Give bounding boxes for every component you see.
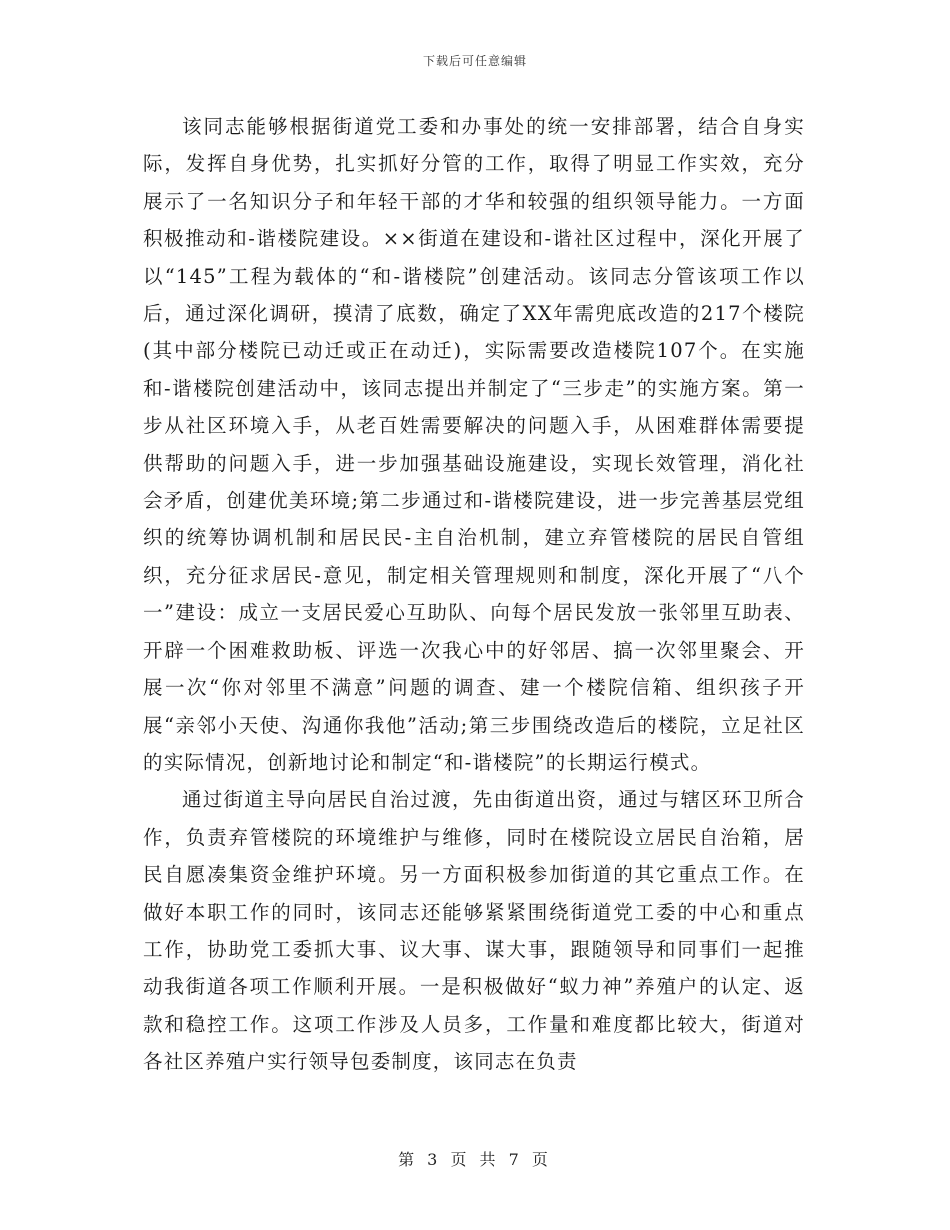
body-paragraph: 通过街道主导向居民自治过渡，先由街道出资，通过与辖区环卫所合作，负责弃管楼院的环境维护与维修，同时在楼院设立居民自治箱，居民自愿凑集资金维护环境。另一方面积极参加街道的其它重点工作。在做好本职工作的同时，该同志还能够紧紧围绕街道党工委的中心和重点工作，协助党工委抓大事、议大事、谋大事，跟随领导和同事们一起推动我街道各项工作顺利开展。一是积极做好“蚁力神”养殖户的认定、返款和稳控工作。这项工作涉及人员多，工作量和难度都比较大，街道对各社区养殖户实行领导包委制度，该同志在负责 <box>143 788 805 1074</box>
body-paragraph: 该同志能够根据街道党工委和办事处的统一安排部署，结合自身实际，发挥自身优势，扎实抓好分管的工作，取得了明显工作实效，充分展示了一名知识分子和年轻干部的才华和较强的组织领导能力。一方面积极推动和-谐楼院建设。××街道在建设和-谐社区过程中，深化开展了以“145”工程为载体的“和-谐楼院”创建活动。该同志分管该项工作以后，通过深化调研，摸清了底数，确定了XX年需兜底改造的217个楼院(其中部分楼院已动迁或正在动迁)，实际需要改造楼院107个。在实施和-谐楼院创建活动中，该同志提出并制定了“三步走”的实施方案。第一步从社区环境入手，从老百姓需要解决的问题入手，从困难群体需要提供帮助的问题入手，进一步加强基础设施建设，实现长效管理，消化社会矛盾，创建优美环境;第二步通过和-谐楼院建设，进一步完善基层党组织的统筹协调机制和居民民-主自治机制，建立弃管楼院的居民自管组织，充分征求居民-意见，制定相关管理规则和制度，深化开展了“八个一”建设：成立一支居民爱心互助队、向每个居民发放一张邻里互助表、开辟一个困难救助板、评选一次我心中的好邻居、搞一次邻里聚会、开展一次“你对邻里不满意”问题的调查、建一个楼院信箱、组织孩子开展“亲邻小天使、沟通你我他”活动;第三步围绕改造后的楼院，立足社区的实际情况，创新地讨论和制定“和-谐楼院”的长期运行模式。 <box>143 115 805 774</box>
page-number-footer: 第 3 页 共 7 页 <box>398 1150 552 1169</box>
document-body <box>143 108 805 1081</box>
page-header-note: 下载后可任意编辑 <box>422 54 527 68</box>
